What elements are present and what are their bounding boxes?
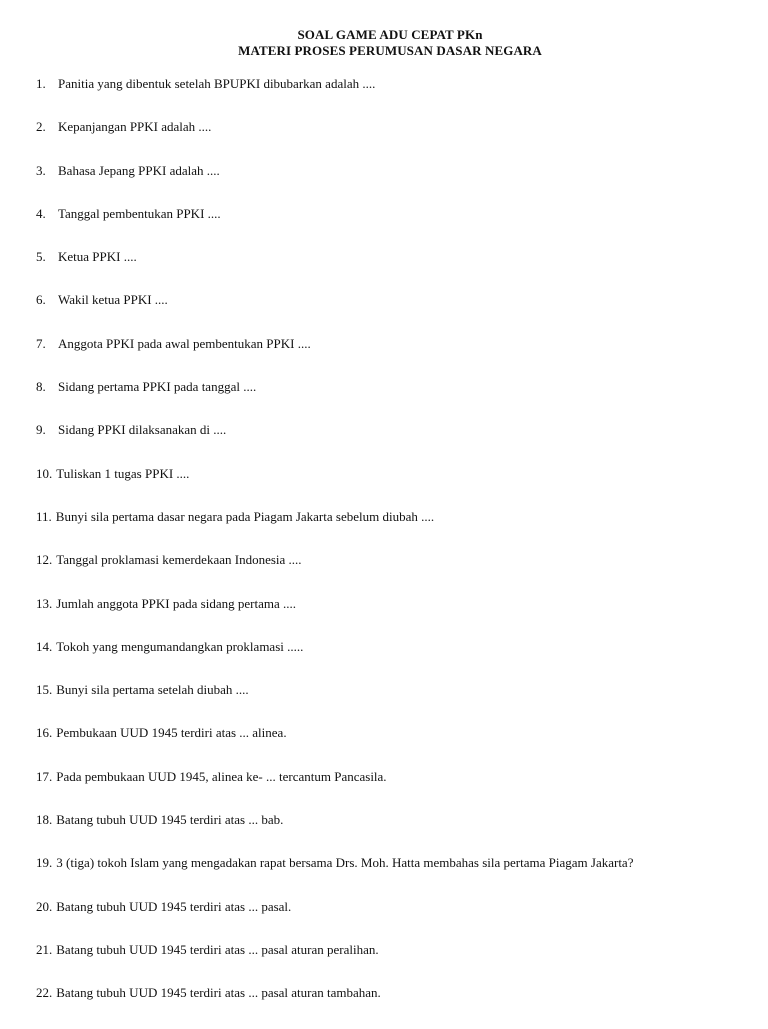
- question-item: [36, 379, 756, 422]
- question-item: [36, 552, 756, 595]
- question-item: [36, 163, 756, 206]
- question-text: Jumlah anggota PPKI pada sidang pertama ....: [56, 595, 296, 611]
- question-text: Batang tubuh UUD 1945 terdiri atas ... pasal aturan peralihan.: [56, 941, 379, 957]
- question-number: 16.: [36, 725, 53, 741]
- question-text: Tanggal pembentukan PPKI ....: [58, 205, 221, 221]
- question-number: 11.: [36, 508, 52, 524]
- question-item: [36, 119, 756, 162]
- question-number: 5.: [36, 249, 46, 265]
- question-text: Bunyi sila pertama setelah diubah ....: [56, 682, 249, 698]
- question-item: [36, 725, 756, 768]
- question-text: Wakil ketua PPKI ....: [58, 292, 168, 308]
- question-item: [36, 682, 756, 725]
- question-item: [36, 942, 756, 985]
- question-text: Sidang PPKI dilaksanakan di ....: [58, 422, 227, 438]
- question-item: [36, 639, 756, 682]
- document-title: SOAL GAME ADU CEPAT PKn: [297, 27, 483, 42]
- question-text: Tanggal proklamasi kemerdekaan Indonesia ....: [56, 552, 302, 568]
- question-number: 12.: [36, 552, 53, 568]
- question-text: Batang tubuh UUD 1945 terdiri atas ... pasal.: [56, 898, 292, 914]
- question-number: 19.: [36, 855, 53, 871]
- question-item: [36, 985, 756, 1028]
- question-number: 22.: [36, 985, 53, 1001]
- question-item: [36, 899, 756, 942]
- question-number: 20.: [36, 898, 53, 914]
- question-number: 1.: [36, 76, 46, 91]
- question-number: 13.: [36, 595, 53, 611]
- question-text: Tokoh yang mengumandangkan proklamasi .....: [56, 638, 304, 654]
- question-number: 18.: [36, 812, 53, 828]
- question-item: [36, 249, 756, 292]
- question-text: Sidang pertama PPKI pada tanggal ....: [58, 379, 257, 395]
- question-text: Batang tubuh UUD 1945 terdiri atas ... pasal aturan tambahan.: [56, 985, 381, 1001]
- question-item: [36, 336, 756, 379]
- question-list: [36, 76, 756, 1029]
- question-text: Anggota PPKI pada awal pembentukan PPKI ....: [58, 335, 311, 351]
- question-text: Batang tubuh UUD 1945 terdiri atas ... bab.: [56, 812, 284, 828]
- question-text: Pembukaan UUD 1945 terdiri atas ... alinea.: [56, 725, 287, 741]
- question-number: 7.: [36, 335, 46, 351]
- question-item: [36, 596, 756, 639]
- question-text: Bunyi sila pertama dasar negara pada Piagam Jakarta sebelum diubah ....: [55, 508, 435, 524]
- question-text: Panitia yang dibentuk setelah BPUPKI dibubarkan adalah ....: [58, 76, 376, 91]
- question-text: Tuliskan 1 tugas PPKI ....: [56, 465, 190, 481]
- question-item: [36, 466, 756, 509]
- question-number: 6.: [36, 292, 46, 308]
- question-number: 9.: [36, 422, 46, 438]
- question-number: 4.: [36, 205, 46, 221]
- document-header: [0, 27, 768, 59]
- question-item: [36, 812, 756, 855]
- question-item: [36, 76, 756, 119]
- question-item: [36, 206, 756, 249]
- question-item: [36, 292, 756, 335]
- question-item: [36, 855, 756, 898]
- question-text: Bahasa Jepang PPKI adalah ....: [58, 162, 220, 178]
- question-item: [36, 769, 756, 812]
- question-text: Ketua PPKI ....: [58, 249, 137, 265]
- question-text: Kepanjangan PPKI adalah ....: [58, 119, 212, 135]
- document-subtitle: MATERI PROSES PERUMUSAN DASAR NEGARA: [238, 43, 542, 58]
- question-number: 21.: [36, 941, 53, 957]
- question-number: 2.: [36, 119, 46, 135]
- question-number: 17.: [36, 768, 53, 784]
- question-item: [36, 422, 756, 465]
- question-text: 3 (tiga) tokoh Islam yang mengadakan rapat bersama Drs. Moh. Hatta membahas sila pertama Piagam Jakarta?: [56, 855, 634, 871]
- question-number: 3.: [36, 162, 46, 178]
- question-text: Pada pembukaan UUD 1945, alinea ke- ... tercantum Pancasila.: [56, 768, 387, 784]
- question-number: 10.: [36, 465, 53, 481]
- question-number: 14.: [36, 638, 53, 654]
- question-item: [36, 509, 756, 552]
- question-number: 15.: [36, 682, 53, 698]
- question-number: 8.: [36, 379, 46, 395]
